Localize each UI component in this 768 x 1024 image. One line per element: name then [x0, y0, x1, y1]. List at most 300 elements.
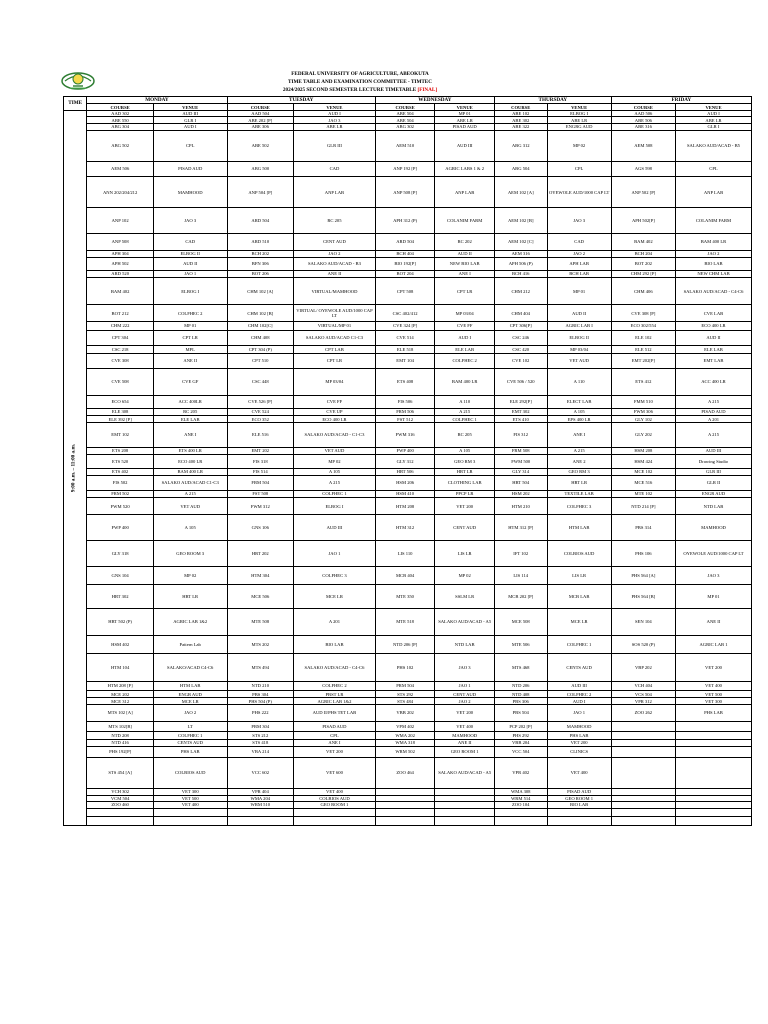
course-code-cell: HTM 104	[87, 654, 154, 681]
course-code-cell: ETS 412	[611, 368, 675, 395]
course-code-cell: FWP 400	[87, 515, 154, 541]
course-code-cell: HSM 424	[611, 455, 675, 469]
course-code-cell: PHS 504 (P)	[227, 698, 294, 705]
course-code-cell: WMA 308	[494, 789, 547, 796]
course-code-cell: VCS 504	[611, 691, 675, 698]
course-code-cell: ELE 308	[87, 408, 154, 415]
venue-cell: ECO 400 LR	[675, 322, 751, 330]
venue-cell: AUD II/PHS TET LAB	[294, 704, 376, 721]
course-code-cell: HTM 210	[494, 498, 547, 515]
course-code-cell: ETS 410	[494, 416, 547, 423]
venue-cell: ANP LAB	[435, 176, 495, 208]
venue-cell: JAO 1	[294, 541, 376, 566]
venue-cell: COLFHEC 1	[153, 732, 227, 739]
venue-cell: PISAD AUD	[675, 408, 751, 415]
course-code-cell: APH 304	[87, 250, 154, 257]
time-slot-cell	[64, 110, 87, 825]
course-code-cell: MCE 202	[87, 691, 154, 698]
venue-cell: VET 300	[153, 789, 227, 796]
venue-cell	[153, 808, 227, 816]
venue-cell: Pattern Lab	[153, 636, 227, 654]
course-code-cell: ABE 502	[227, 130, 294, 162]
venue-cell: CENTS AUD	[547, 654, 611, 681]
course-code-cell: VBB 202	[375, 704, 435, 721]
time-slot-text: 9:00 a.m. – 11:00 a.m.	[70, 443, 77, 493]
venue-cell: ABE LR	[435, 117, 495, 124]
course-code-cell: GNS 106	[227, 515, 294, 541]
day-monday: MONDAY	[87, 97, 227, 104]
course-code-cell: ANP 192 [P]	[375, 162, 435, 177]
venue-cell: CAD	[294, 162, 376, 177]
venue-cell: SALAKO AUD/ACAD - C4-C6	[675, 278, 751, 305]
venue-cell: GLR III	[675, 468, 751, 475]
venue-cell: EMT LAB	[675, 353, 751, 368]
course-code-cell: CPT 304 (P)	[227, 346, 294, 353]
header-venue: VENUE	[675, 104, 751, 111]
course-code-cell: NTD 416	[87, 739, 154, 746]
venue-cell: JAO 2	[547, 250, 611, 257]
venue-cell: JAO 1	[547, 704, 611, 721]
venue-cell: COLFHEC 2	[153, 305, 227, 322]
course-code-cell	[611, 808, 675, 816]
table-row	[64, 258, 752, 271]
venue-cell: LIS LR	[435, 541, 495, 566]
course-code-cell: BAM 402	[611, 233, 675, 250]
course-code-cell: CSC 246	[494, 330, 547, 346]
course-code-cell: WMA 318	[375, 739, 435, 746]
course-code-cell: ANP 508	[87, 233, 154, 250]
table-row	[64, 233, 752, 250]
course-code-cell: ZOO 464	[375, 757, 435, 789]
venue-cell: VIRTUAL/MAMHOOD	[294, 278, 376, 305]
course-code-cell: MTE 506	[494, 636, 547, 654]
venue-cell: OYEWOLE AUD/1000 CAP LT	[675, 541, 751, 566]
course-code-cell: CHM 102 [B]	[227, 305, 294, 322]
course-code-cell: CVE 508	[87, 368, 154, 395]
venue-cell: ANE I	[435, 270, 495, 277]
venue-cell: ENGR AUD	[675, 490, 751, 497]
venue-cell: JAO 2	[435, 698, 495, 705]
course-code-cell: CVE 308 [P]	[611, 305, 675, 322]
course-code-cell: VPM 402	[375, 721, 435, 732]
course-code-cell: ABE 504	[375, 117, 435, 124]
course-code-cell: VCH 404	[611, 681, 675, 690]
course-code-cell: FRM 506	[375, 408, 435, 415]
venue-cell: JAO 3	[435, 654, 495, 681]
course-code-cell: PHS 192[P]	[87, 747, 154, 758]
course-code-cell: ARD 504	[375, 233, 435, 250]
course-code-cell: STS 292	[375, 691, 435, 698]
venue-cell: BAM 400 LR	[675, 233, 751, 250]
venue-cell: CAD	[547, 233, 611, 250]
course-code-cell: ANP 102	[87, 208, 154, 233]
venue-cell: CPL	[675, 162, 751, 177]
venue-cell: AUD I	[675, 110, 751, 117]
venue-cell: EPS 400 LR	[547, 416, 611, 423]
course-code-cell: LIS 114	[494, 566, 547, 584]
venue-cell: AGRIC LAB 1	[675, 636, 751, 654]
course-code-cell: ABE 302	[494, 117, 547, 124]
table-row	[64, 408, 752, 415]
venue-cell: AUD I	[294, 110, 376, 117]
timetable-body	[64, 97, 752, 826]
venue-cell: A 215	[675, 396, 751, 409]
venue-cell: SALAKO AUD/ACAD C1-C3	[153, 476, 227, 491]
venue-cell	[435, 817, 495, 826]
venue-cell: VET 200	[675, 654, 751, 681]
venue-cell: AUD I	[435, 330, 495, 346]
course-code-cell: MCB 404	[375, 566, 435, 584]
course-code-cell: FIS 502	[87, 476, 154, 491]
venue-cell: MP 01	[435, 110, 495, 117]
course-code-cell: VBP 202	[611, 654, 675, 681]
venue-cell: GLR I	[153, 117, 227, 124]
venue-cell: NEW BIO LAB	[435, 258, 495, 271]
course-code-cell: ZOO 262	[611, 704, 675, 721]
venue-cell: ELECT LAB	[547, 396, 611, 409]
day-wednesday: WEDNESDAY	[375, 97, 494, 104]
venue-cell: ELBOG I	[153, 278, 227, 305]
venue-cell: JAO 3	[547, 208, 611, 233]
table-row	[64, 423, 752, 447]
venue-cell: COLFHEC 3	[294, 566, 376, 584]
course-code-cell: FWM 520	[87, 498, 154, 515]
venue-cell: ACC 400 LR	[675, 368, 751, 395]
header-course: COURSE	[611, 104, 675, 111]
course-code-cell: AEM 102 [C]	[494, 233, 547, 250]
course-code-cell	[227, 808, 294, 816]
course-code-cell: CVE 308	[87, 353, 154, 368]
header-final-tag: [FINAL]	[417, 87, 438, 93]
venue-cell	[675, 817, 751, 826]
course-code-cell: PBS 306	[494, 698, 547, 705]
table-row	[64, 208, 752, 233]
table-row	[64, 330, 752, 346]
course-code-cell: HTM 208	[375, 498, 435, 515]
venue-cell: CVE UP	[294, 408, 376, 415]
venue-cell: JAO 3	[153, 208, 227, 233]
venue-cell: AGRIC LAB 1&2	[294, 698, 376, 705]
course-code-cell: ECO 654	[87, 396, 154, 409]
course-code-cell: CVE 524	[227, 408, 294, 415]
course-code-cell: ABG 312	[494, 130, 547, 162]
course-code-cell: HTM 312 [P]	[494, 515, 547, 541]
venue-cell: CPT LAB	[294, 346, 376, 353]
course-code-cell: CVE 324 [P]	[375, 322, 435, 330]
course-code-cell	[87, 817, 154, 826]
venue-cell	[675, 808, 751, 816]
venue-cell: A 110	[435, 396, 495, 409]
course-code-cell: PHS 106	[611, 541, 675, 566]
venue-cell: ANE I	[547, 423, 611, 447]
venue-cell: JAO 2	[294, 250, 376, 257]
course-code-cell: FIS 312	[494, 423, 547, 447]
venue-cell: AUD III	[435, 130, 495, 162]
course-code-cell: ABG 304	[87, 123, 154, 130]
course-code-cell: FRM 508	[494, 447, 547, 454]
course-code-cell: NTD 408	[494, 691, 547, 698]
venue-cell: NTD LAB	[435, 636, 495, 654]
course-code-cell: CVE 514	[375, 330, 435, 346]
venue-cell: SALAKO AUD/ACAD - B5	[675, 130, 751, 162]
table-row	[64, 176, 752, 208]
venue-cell: VET 600	[294, 757, 376, 789]
time-slot-label	[64, 111, 84, 825]
venue-cell: CVE FF	[294, 396, 376, 409]
course-code-cell: ECO 352	[227, 416, 294, 423]
course-code-cell: ABE 504	[375, 110, 435, 117]
course-code-cell: MTS 102 [A]	[87, 704, 154, 721]
course-code-cell: HRT 202	[227, 541, 294, 566]
venue-cell: A 105	[153, 515, 227, 541]
venue-cell: AUD I	[153, 123, 227, 130]
course-code-cell: ABG 502	[87, 130, 154, 162]
day-tuesday: TUESDAY	[227, 97, 375, 104]
venue-cell: SALAKO AUD/ACAD - A5	[435, 608, 495, 635]
venue-cell: MP 01	[153, 322, 227, 330]
venue-cell: A 215	[675, 423, 751, 447]
course-code-cell: ABE 550	[87, 117, 154, 124]
course-code-cell: VCM 504	[87, 795, 154, 802]
course-code-cell: ETS 208	[87, 447, 154, 454]
venue-cell: BAM 400 LR	[435, 368, 495, 395]
day-friday: FRIDAY	[611, 97, 751, 104]
venue-cell: LT	[153, 721, 227, 732]
table-row	[64, 447, 752, 454]
course-code-cell: CHM 404	[494, 305, 547, 322]
venue-cell: GLR II	[675, 476, 751, 491]
course-code-cell: PRM 504	[375, 681, 435, 690]
table-row	[64, 498, 752, 515]
venue-cell: AUD II	[547, 305, 611, 322]
venue-cell: VET 200	[547, 739, 611, 746]
venue-cell: BCH LAB	[547, 270, 611, 277]
venue-cell: HRT LR	[435, 468, 495, 475]
course-code-cell: ELE 392 [P]	[87, 416, 154, 423]
course-code-cell: MTS 494	[227, 654, 294, 681]
course-code-cell: NTD 210	[227, 681, 294, 690]
venue-cell: SSLM LR	[435, 584, 495, 608]
venue-cell: RC 205	[435, 423, 495, 447]
venue-cell: COLFHEC 2	[547, 691, 611, 698]
course-code-cell: CSC 420	[494, 346, 547, 353]
table-row	[64, 130, 752, 162]
course-code-cell: PRM 304	[227, 721, 294, 732]
course-code-cell: MCE 516	[611, 476, 675, 491]
course-code-cell	[611, 739, 675, 746]
venue-cell: VET 400	[675, 681, 751, 690]
venue-cell: ACC 400LR	[153, 396, 227, 409]
course-code-cell: VPR 404	[227, 789, 294, 796]
venue-cell: A 215	[547, 447, 611, 454]
venue-cell: CENT AUD	[294, 233, 376, 250]
course-code-cell: ELE 518	[375, 346, 435, 353]
course-code-cell: ZOO 104	[494, 802, 547, 809]
course-code-cell: ABE 322	[494, 123, 547, 130]
venue-cell: ETS 400 LR	[153, 447, 227, 454]
header-session: 2024/2025 SECOND SEMESTER LECTURE TIMETABLE	[282, 87, 417, 93]
venue-cell: MP 03/04	[547, 346, 611, 353]
venue-cell: GEO ROOM 1	[294, 802, 376, 809]
table-row	[64, 250, 752, 257]
venue-cell: VET AUD	[294, 447, 376, 454]
venue-cell: PISAD AUD	[153, 162, 227, 177]
venue-cell: ELE LAB	[675, 346, 751, 353]
venue-cell: COLBIOS AUD	[153, 757, 227, 789]
venue-cell: JAO 1	[435, 681, 495, 690]
venue-cell: PISAD AUD	[547, 789, 611, 796]
course-code-cell: GLY 202	[611, 423, 675, 447]
course-code-cell: PHS 102	[375, 654, 435, 681]
course-code-cell: VCC 504	[494, 747, 547, 758]
venue-cell: JAO 3	[294, 117, 376, 124]
course-code-cell: CHM 222	[87, 322, 154, 330]
venue-cell: SALAKO AUD/ACAD - C4-C6	[294, 654, 376, 681]
day-header-row	[64, 97, 752, 104]
venue-cell	[547, 817, 611, 826]
venue-cell: ANP LAB	[675, 176, 751, 208]
course-code-cell: AEM 102 [B]	[494, 208, 547, 233]
course-code-cell: PCP 202 [P]	[494, 721, 547, 732]
course-code-cell: ABE 316	[611, 123, 675, 130]
table-row	[64, 584, 752, 608]
course-code-cell: NTD 208	[87, 732, 154, 739]
course-code-cell: MCE 506	[227, 584, 294, 608]
venue-cell: AUD III	[547, 681, 611, 690]
venue-cell: COLFHEC 1	[435, 416, 495, 423]
course-code-cell: BCH 404	[375, 250, 435, 257]
table-row	[64, 541, 752, 566]
course-code-cell: FIS 506	[375, 396, 435, 409]
course-code-cell	[87, 808, 154, 816]
course-code-cell: BCH 204	[611, 250, 675, 257]
course-code-cell: WRM 502	[375, 747, 435, 758]
course-code-cell: CSC 448	[227, 368, 294, 395]
venue-cell: PPCP LR	[435, 490, 495, 497]
table-row	[64, 468, 752, 475]
table-row	[64, 757, 752, 789]
course-code-cell: ETS 402	[87, 468, 154, 475]
venue-cell: AGRIC LAB 1&2	[153, 608, 227, 635]
course-code-cell: PHS 222	[227, 704, 294, 721]
venue-cell: A 201	[294, 608, 376, 635]
course-code-cell: MTE 518	[375, 608, 435, 635]
course-code-cell: STS 212	[227, 732, 294, 739]
venue-cell: SALAKO AUD/ACAD - B3	[294, 258, 376, 271]
venue-cell: VET 400	[547, 757, 611, 789]
venue-cell: VET 400	[153, 802, 227, 809]
venue-cell: ELBOG II	[547, 330, 611, 346]
course-code-cell: CHM 408	[227, 330, 294, 346]
venue-cell: PBST LR	[294, 691, 376, 698]
venue-cell: VET 200	[435, 704, 495, 721]
venue-cell: BAM 400 LR	[153, 468, 227, 475]
course-code-cell: CHM 212	[494, 278, 547, 305]
venue-cell: ELBOG II	[153, 250, 227, 257]
course-code-cell: ECO 302/554	[611, 322, 675, 330]
venue-cell: OYEWOLE AUD/1000 CAP LT	[547, 176, 611, 208]
course-code-cell: NTD 206	[494, 681, 547, 690]
course-code-cell	[611, 721, 675, 732]
venue-cell: MP 03/04	[294, 368, 376, 395]
course-code-cell	[494, 817, 547, 826]
venue-cell: VET 500	[675, 691, 751, 698]
course-code-cell: APH 506 (P)	[494, 258, 547, 271]
venue-cell: MP 03/04	[435, 305, 495, 322]
course-code-cell: HRT 504	[494, 476, 547, 491]
venue-cell: VET 300	[675, 698, 751, 705]
course-code-cell: ELE 512	[611, 346, 675, 353]
venue-cell: MPL	[153, 346, 227, 353]
course-code-cell: MTE 102	[611, 490, 675, 497]
venue-cell: CPL	[153, 130, 227, 162]
venue-cell: RC 202	[435, 233, 495, 250]
venue-cell: HTM LAB	[153, 681, 227, 690]
course-code-cell: MCB 202 [P]	[494, 584, 547, 608]
venue-cell: VET 200	[435, 498, 495, 515]
course-code-cell	[611, 732, 675, 739]
course-code-cell: CPT 306[P]	[494, 322, 547, 330]
course-code-cell: FMM 510	[611, 396, 675, 409]
venue-cell: ECO 400 LR	[294, 416, 376, 423]
venue-cell: HTM LAB	[547, 515, 611, 541]
venue-cell: CVE LAB	[675, 305, 751, 322]
course-code-cell: CVE 506 / 520	[494, 368, 547, 395]
venue-cell: COLANIM FARM	[435, 208, 495, 233]
course-code-cell: FRM 502	[87, 490, 154, 497]
venue-cell: MP 01	[547, 278, 611, 305]
venue-cell: MAMHOOD	[153, 176, 227, 208]
course-code-cell: HRT 302	[87, 584, 154, 608]
course-code-cell: BOT 204	[375, 270, 435, 277]
venue-cell: AUD III	[153, 110, 227, 117]
course-code-cell: FIS 318	[227, 455, 294, 469]
course-code-cell: VPR 402	[494, 757, 547, 789]
course-code-cell: WRM 510	[227, 802, 294, 809]
venue-cell: ECO 400 LR	[153, 455, 227, 469]
course-code-cell: CHM 406	[611, 278, 675, 305]
course-code-cell: GLY 314	[494, 468, 547, 475]
course-code-cell: ARD 504	[227, 208, 294, 233]
course-code-cell: FWM 500	[494, 455, 547, 469]
course-code-cell: BCH 202	[227, 250, 294, 257]
header-committee: TIME TABLE AND EXAMINATION COMMITTEE - TIMTEC	[287, 79, 433, 85]
course-code-cell: VBA 214	[227, 747, 294, 758]
venue-cell: CAD	[153, 233, 227, 250]
course-code-cell: ABG 504	[494, 162, 547, 177]
venue-cell: MP 02	[435, 566, 495, 584]
venue-cell: AUD II	[153, 258, 227, 271]
venue-cell: SALAKO AUD/ACAD - A5	[435, 757, 495, 789]
table-row	[64, 817, 752, 826]
course-code-cell: FST 512	[375, 416, 435, 423]
venue-cell: JAO 1	[153, 270, 227, 277]
venue-cell: BIO LAB	[675, 258, 751, 271]
venue-cell: A 201	[675, 416, 751, 423]
venue-cell: MAMHOOD	[675, 515, 751, 541]
course-code-cell: HRT 506	[375, 468, 435, 475]
course-code-cell	[375, 808, 435, 816]
course-code-cell: GLY 102	[611, 416, 675, 423]
course-code-cell: AEM 102 [A]	[494, 176, 547, 208]
venue-cell: ABE LR	[675, 117, 751, 124]
course-code-cell: PBS 314	[611, 515, 675, 541]
venue-cell: ENGRG AUD	[547, 123, 611, 130]
venue-cell: PISAD AUD	[294, 721, 376, 732]
venue-cell: NTD LAB	[675, 498, 751, 515]
course-code-cell: BIO 192[P]	[375, 258, 435, 271]
course-code-cell: AEM 316	[494, 250, 547, 257]
